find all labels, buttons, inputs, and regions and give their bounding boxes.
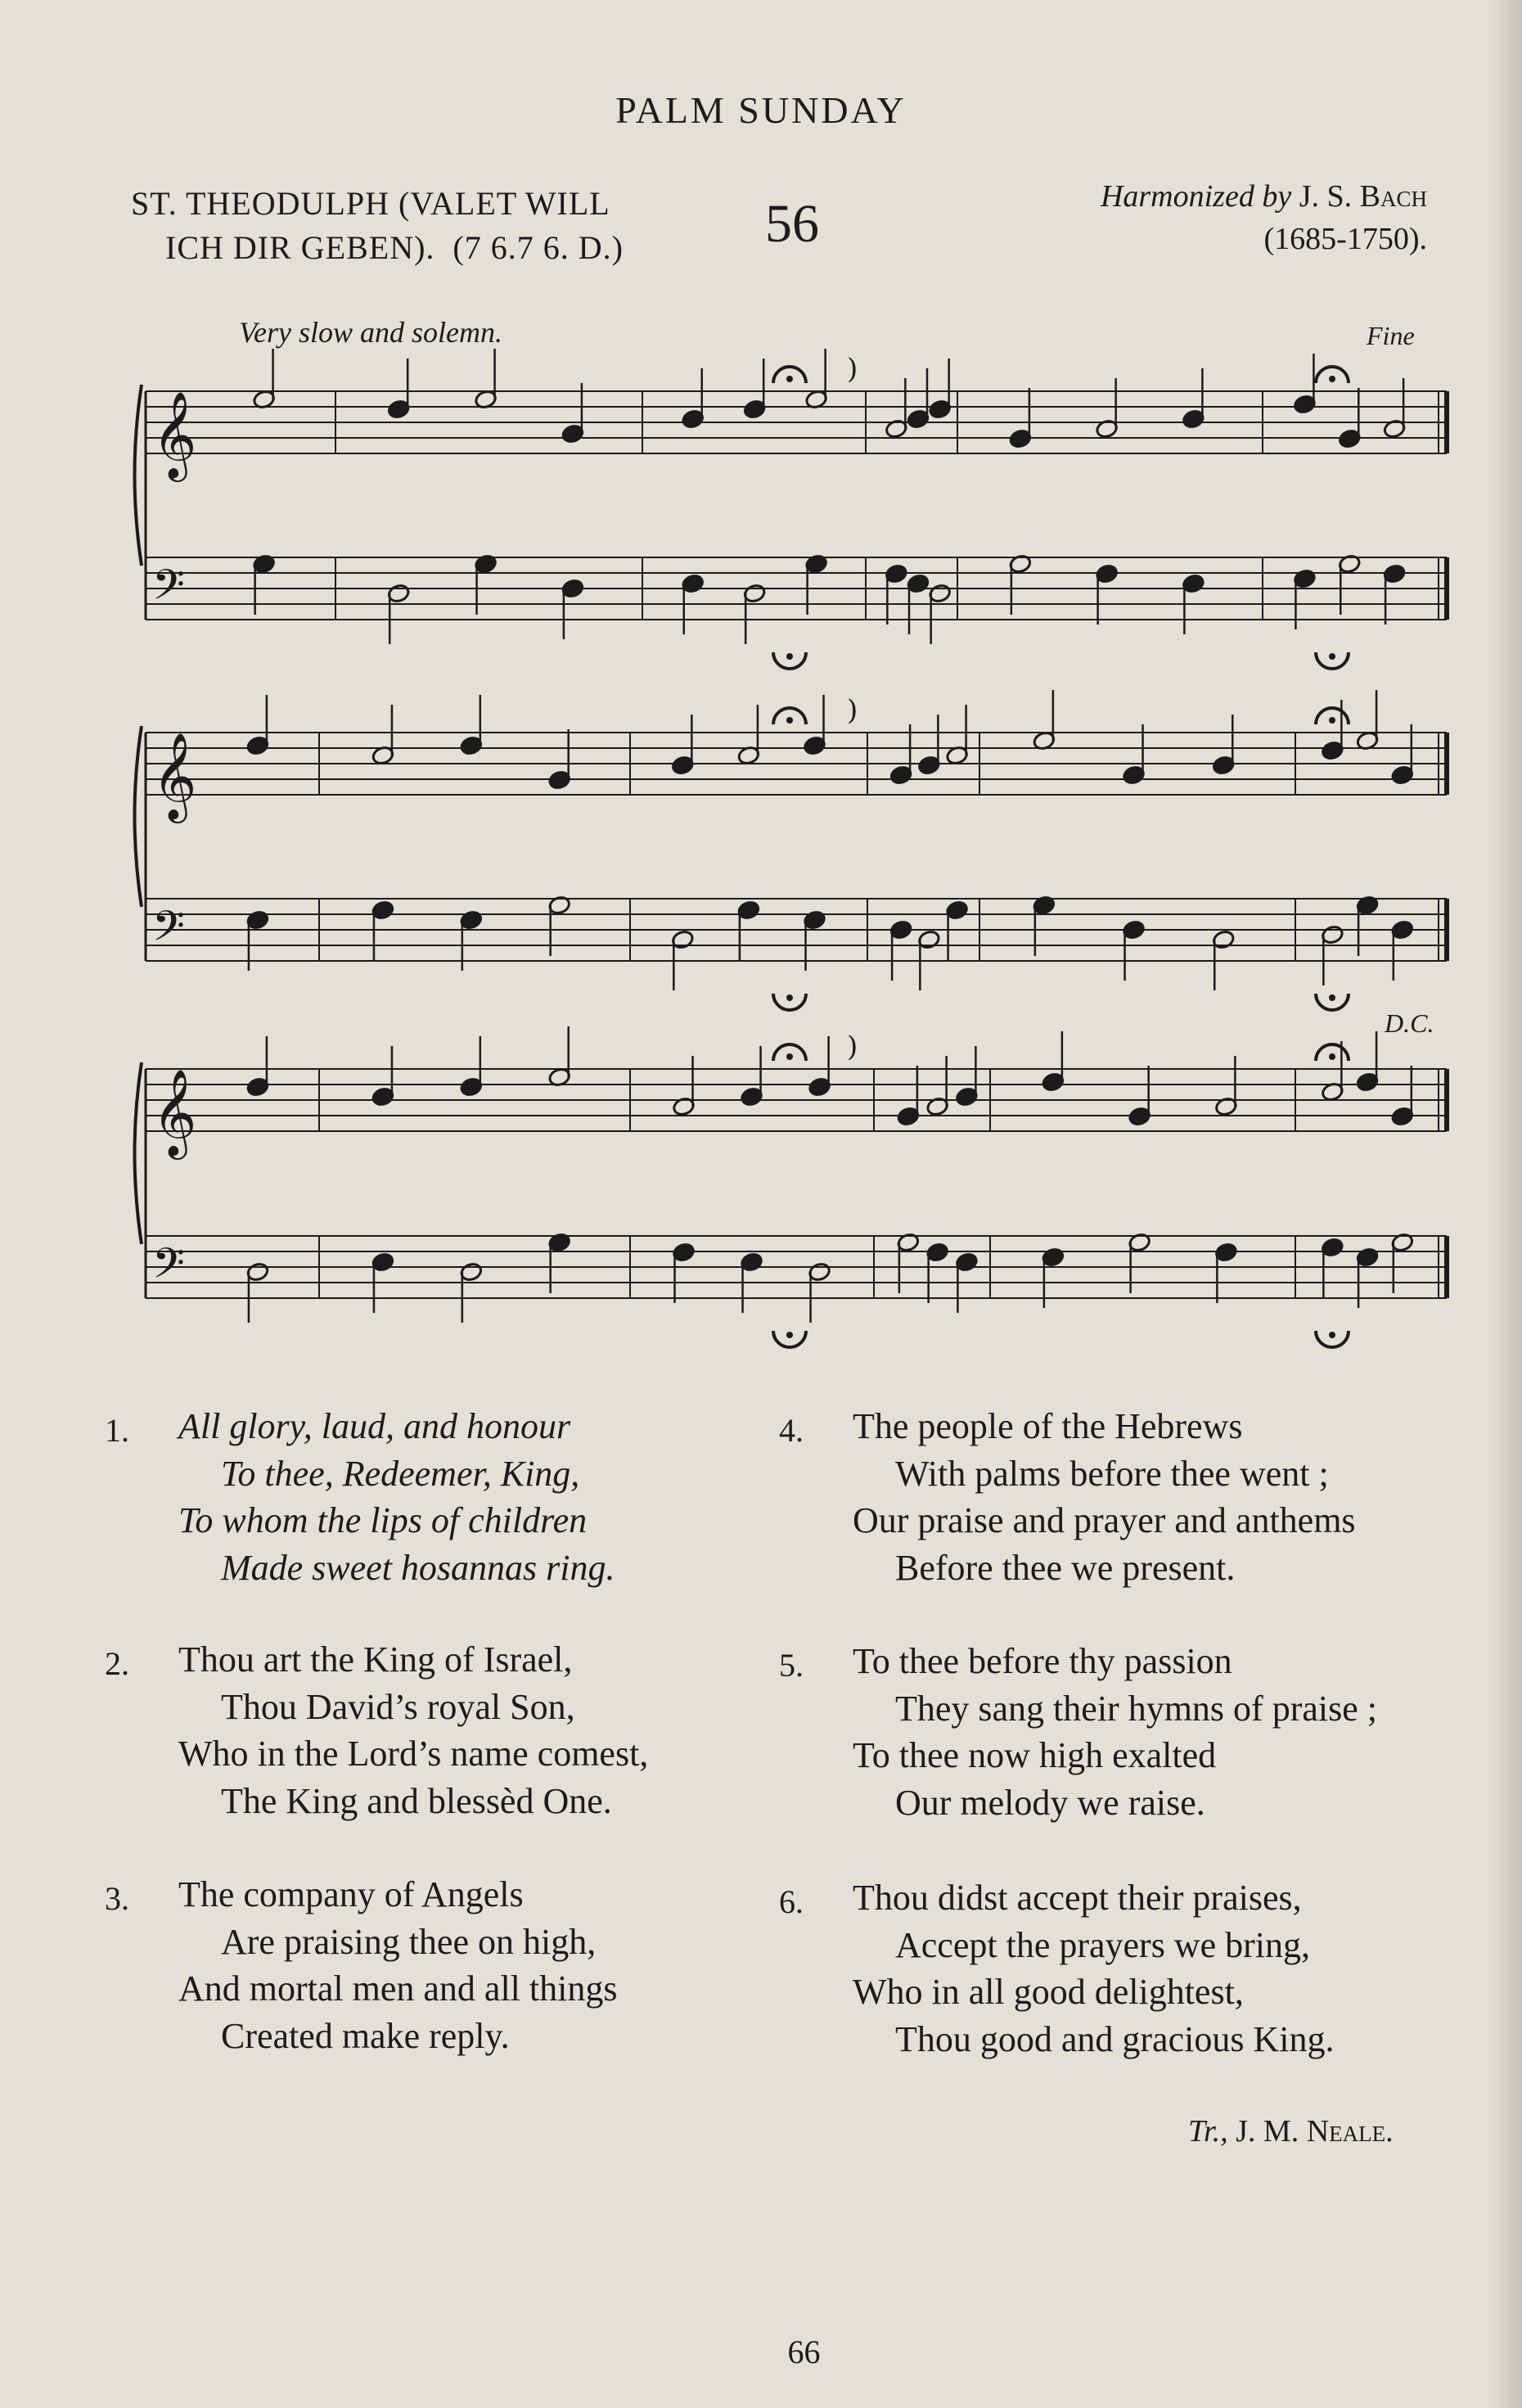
verse-1 <box>178 1403 615 1591</box>
verse-number: 1. <box>105 1412 129 1449</box>
fermata-dot <box>1329 653 1335 660</box>
verse-line: Made sweet hosannas ring. <box>221 1547 615 1588</box>
harmonized-prefix: Harmonized by <box>1100 179 1292 214</box>
verse-line: To whom the lips of children <box>178 1500 588 1540</box>
verse-line: Thou didst accept their praises, <box>853 1878 1302 1918</box>
fermata-dot <box>1329 376 1335 382</box>
breath-mark-icon: ) <box>847 353 858 386</box>
verse-5 <box>853 1638 1377 1826</box>
verse-number: 3. <box>105 1880 129 1917</box>
translator-prefix: Tr., <box>1188 2114 1228 2149</box>
fermata-dot <box>1329 994 1335 1001</box>
fermata-dot <box>1329 1332 1335 1338</box>
treble-clef-icon: 𝄞 <box>152 390 197 478</box>
verse-line: To thee, Redeemer, King, <box>221 1453 580 1494</box>
translator-name: J. M. Neale. <box>1236 2114 1394 2149</box>
page-title: PALM SUNDAY <box>615 89 907 131</box>
fermata-dot <box>786 1053 793 1060</box>
system-brace <box>135 726 142 907</box>
verse-2 <box>178 1636 648 1824</box>
fermata-dot <box>786 376 793 382</box>
verse-number: 2. <box>105 1645 129 1682</box>
bass-clef-icon: 𝄢 <box>152 1238 185 1298</box>
tune-meter: (7 6.7 6. D.) <box>453 229 624 266</box>
treble-clef-icon: 𝄞 <box>152 1068 197 1156</box>
verse-4 <box>853 1403 1356 1591</box>
tempo-marking: Very slow and solemn. <box>239 316 502 349</box>
verse-line: To thee before thy passion <box>853 1641 1232 1681</box>
harmonizer-name: J. S. Bach <box>1299 179 1427 214</box>
verse-line: They sang their hymns of praise ; <box>895 1688 1377 1729</box>
verse-line: The people of the Hebrews <box>853 1406 1243 1446</box>
fermata-dot <box>1329 717 1335 724</box>
fermata-dot <box>786 653 793 660</box>
verse-line: Thou good and gracious King. <box>895 2018 1335 2059</box>
treble-clef-icon: 𝄞 <box>152 732 197 819</box>
page-number: 66 <box>787 2334 821 2370</box>
bass-clef-icon: 𝄢 <box>152 901 185 961</box>
verse-line: Are praising thee on high, <box>221 1921 597 1962</box>
verse-line: Thou David’s royal Son, <box>221 1686 575 1727</box>
verse-line: The company of Angels <box>178 1874 524 1914</box>
tune-name-line1: ST. THEODULPH (VALET WILL <box>131 185 610 222</box>
verse-line: Before thee we present. <box>895 1547 1236 1588</box>
system-brace <box>135 1062 142 1244</box>
hymn-number: 56 <box>765 194 819 254</box>
verse-line: Who in all good delightest, <box>853 1972 1244 2012</box>
tune-name-line2: ICH DIR GEBEN). <box>165 229 435 266</box>
breath-mark-icon: ) <box>847 1030 858 1063</box>
verse-6 <box>853 1874 1334 2063</box>
verse-number: 5. <box>779 1647 804 1684</box>
verse-line: Our praise and prayer and anthems <box>853 1500 1356 1540</box>
fermata-dot <box>786 994 793 1001</box>
verse-line: To thee now high exalted <box>853 1735 1217 1775</box>
dc-marking: D.C. <box>1385 1008 1434 1038</box>
verse-line: All glory, laud, and honour <box>178 1406 571 1446</box>
verse-line: Who in the Lord’s name comest, <box>178 1734 649 1774</box>
verse-line: Our melody we raise. <box>895 1782 1205 1823</box>
breath-mark-icon: ) <box>847 694 858 727</box>
verse-line: Thou art the King of Israel, <box>178 1639 573 1680</box>
verse-number: 6. <box>779 1883 804 1920</box>
fermata-dot <box>786 717 793 724</box>
verse-line: And mortal men and all things <box>178 1968 618 2009</box>
verse-line: Accept the prayers we bring, <box>895 1924 1311 1965</box>
translator-credit <box>1188 2113 1394 2149</box>
harmonizer-dates: (1685-1750). <box>1263 222 1427 256</box>
fermata-dot <box>786 1332 793 1338</box>
verse-3 <box>178 1871 617 2059</box>
verse-line: Created make reply. <box>221 2015 510 2056</box>
fermata-dot <box>1329 1053 1335 1060</box>
verse-line: With palms before thee went ; <box>895 1453 1329 1494</box>
verse-line: The King and blessèd One. <box>221 1780 612 1821</box>
fine-marking: Fine <box>1367 321 1415 350</box>
bass-clef-icon: 𝄢 <box>152 560 185 620</box>
system-brace <box>135 385 142 566</box>
verse-number: 4. <box>779 1412 804 1449</box>
